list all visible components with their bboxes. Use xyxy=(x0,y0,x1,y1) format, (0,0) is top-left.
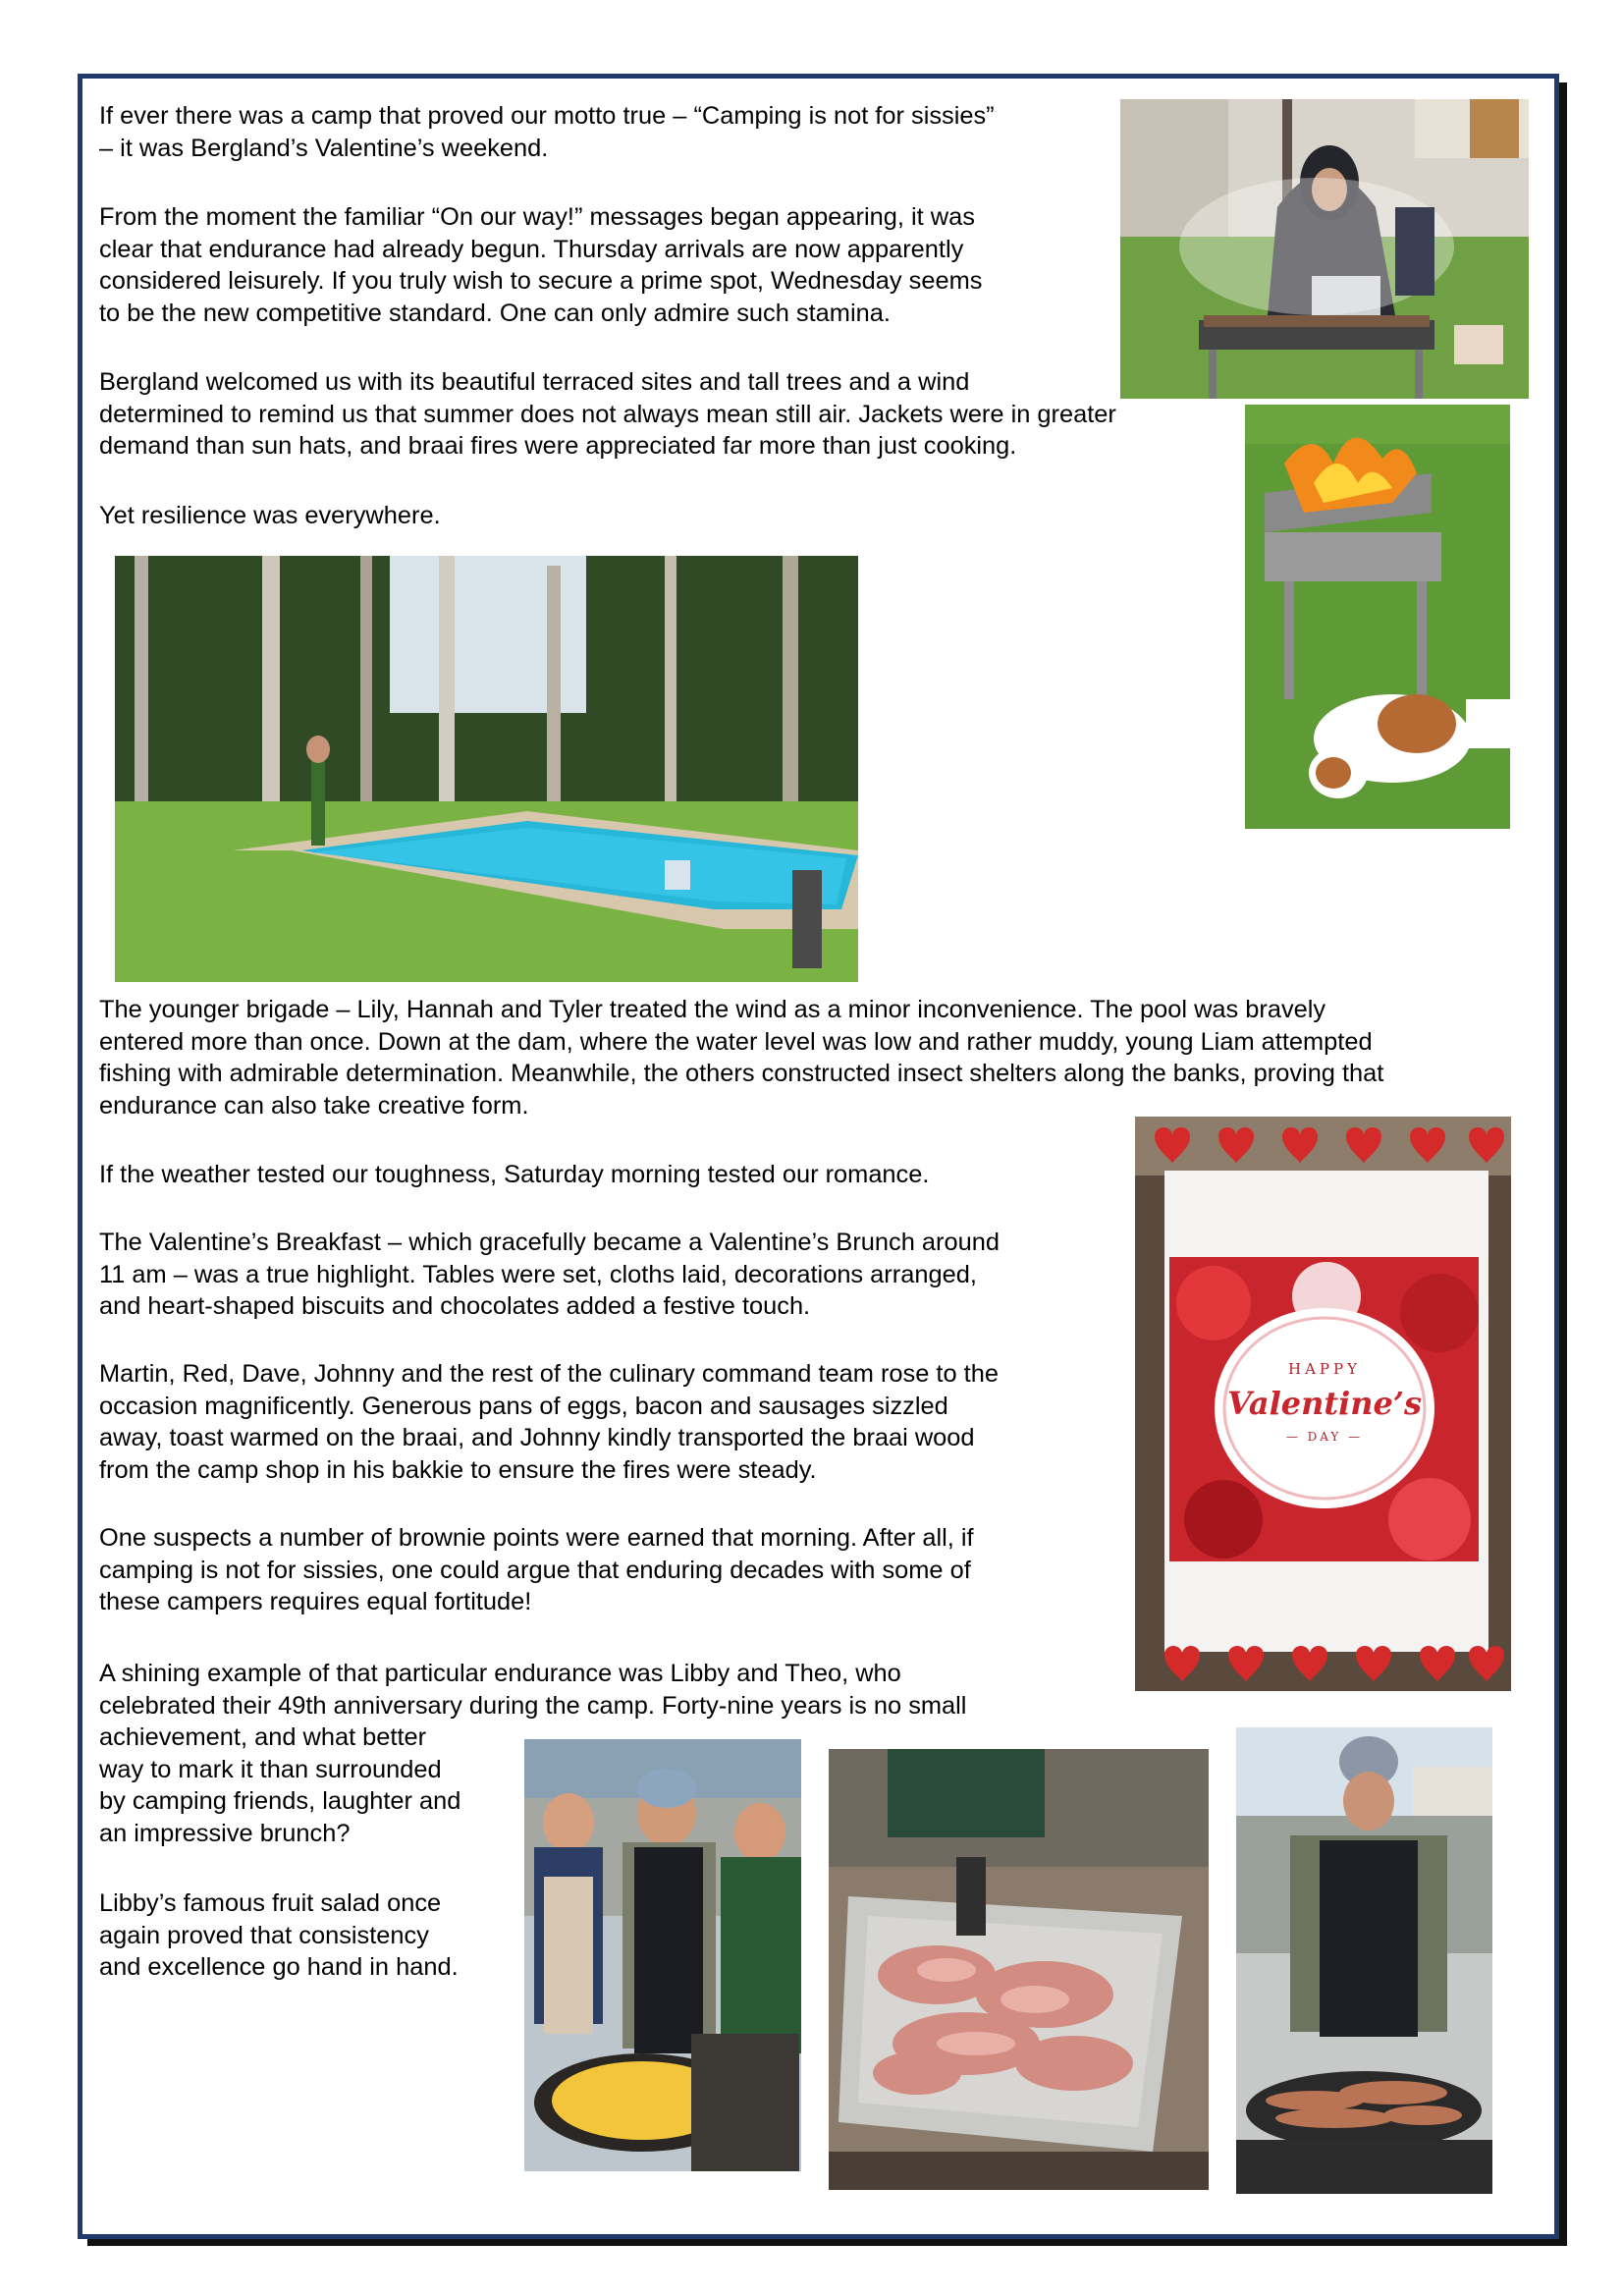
photo-braai-fire-and-dog xyxy=(1245,405,1510,829)
paragraph-younger-brigade: The younger brigade – Lily, Hannah and Tyler treated the wind as a minor inconvenience. The pool was bravely entered more than once. Down at the dam, where the water level was low and rather muddy, young Liam attempted fishing with admirable determination. Meanwhile, the others constructed insect shelters along the banks, proving that endurance can also take creative form. xyxy=(99,996,1384,1120)
photo-pool xyxy=(115,556,858,982)
paragraph-valentine-breakfast: The Valentine’s Breakfast – which gracefully became a Valentine’s Brunch around 11 am – was a true highlight. Tables were set, cloths laid, decorations arranged, and heart-shaped biscuits and chocolates added a festive touch. xyxy=(99,1229,1000,1320)
photo-valentines-sign xyxy=(1135,1117,1511,1691)
paragraph-resilience: Yet resilience was everywhere. xyxy=(99,502,441,529)
valentine-happy-text: HAPPY xyxy=(1287,1360,1362,1378)
valentine-title-text: Valentine’s xyxy=(1226,1385,1423,1422)
paragraph-brownie-points: One suspects a number of brownie points were earned that morning. After all, if camping is not for sissies, one could argue that enduring decades with some of these campers requires equal fortitude! xyxy=(99,1524,974,1615)
valentine-day-text: — DAY — xyxy=(1285,1430,1364,1444)
paragraph-fruit-salad: Libby’s famous fruit salad once again proved that consistency and excellence go hand in hand. xyxy=(99,1889,459,1981)
paragraph-culinary-team: Martin, Red, Dave, Johnny and the rest of the culinary command team rose to the occasion magnificently. Generous pans of eggs, bacon and sausages sizzled away, toast warmed on the braai, and Johnny kindly transported the braai wood from the camp shop in his bakkie to ensure the fires were steady. xyxy=(99,1360,999,1484)
photo-man-sausages xyxy=(1236,1727,1492,2194)
photo-three-men-eggs xyxy=(524,1739,801,2171)
paragraph-intro: If ever there was a camp that proved our motto true – “Camping is not for sissies” – it was Bergland’s Valentine’s weekend. xyxy=(99,102,995,162)
photo-man-at-braai xyxy=(1120,99,1529,399)
paragraph-weather: If the weather tested our toughness, Saturday morning tested our romance. xyxy=(99,1161,930,1188)
paragraph-arrivals: From the moment the familiar “On our way!” messages began appearing, it was clear that endurance had already begun. Thursday arrivals are now apparently considered leisurely. If you truly wish to secure a prime spot, Wednesday seems to be the new competitive standard. One can only admire such stamina. xyxy=(99,203,983,327)
paragraph-anniversary: A shining example of that particular endurance was Libby and Theo, who celebrated their 49th anniversary during the camp. Forty-nine years is no small xyxy=(99,1660,967,1720)
paragraph-bergland: Bergland welcomed us with its beautiful terraced sites and tall trees and a wind determined to remind us that summer does not always mean still air. Jackets were in greater demand than sun hats, and braai fires were appreciated far more than just cooking. xyxy=(99,368,1116,460)
photo-bacon-griddle xyxy=(829,1749,1209,2190)
paragraph-anniversary-cont: achievement, and what better way to mark it than surrounded by camping friends, laughter and an impressive brunch? xyxy=(99,1723,461,1847)
